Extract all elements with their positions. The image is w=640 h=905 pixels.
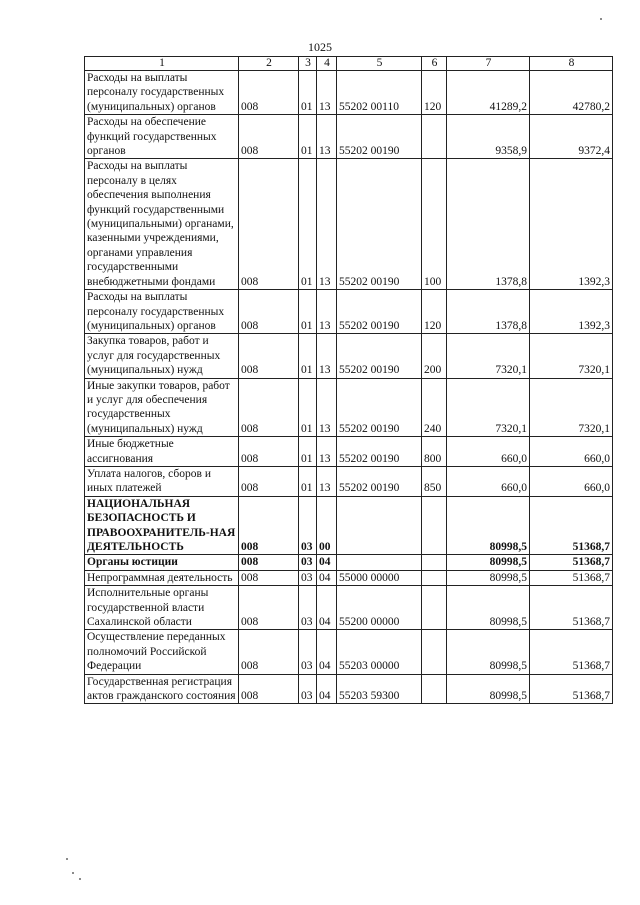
- amount-col8-cell: 1392,3: [530, 159, 613, 290]
- amount-col7-cell: 80998,5: [447, 496, 530, 555]
- expense-type-cell: 120: [422, 290, 447, 334]
- target-item-cell: 55000 00000: [337, 570, 422, 585]
- amount-col8-cell: 7320,1: [530, 334, 613, 378]
- amount-col7-cell: 1378,8: [447, 159, 530, 290]
- target-item-cell: 55202 00190: [337, 378, 422, 437]
- amount-col7-cell: 1378,8: [447, 290, 530, 334]
- amount-col7-cell: 9358,9: [447, 115, 530, 159]
- section-code-cell: 01: [299, 466, 317, 496]
- amount-col8-cell: 51368,7: [530, 496, 613, 555]
- section-code-cell: 03: [299, 570, 317, 585]
- section-code-cell: 03: [299, 586, 317, 630]
- table-row: [85, 378, 613, 437]
- ministry-code-cell: 008: [239, 630, 299, 674]
- ministry-code-cell: 008: [239, 378, 299, 437]
- table-row: [85, 466, 613, 496]
- ministry-code-cell: 008: [239, 496, 299, 555]
- column-header: 2: [239, 57, 299, 71]
- budget-table: [84, 56, 613, 704]
- column-header: 3: [299, 57, 317, 71]
- table-row: [85, 115, 613, 159]
- target-item-cell: 55202 00110: [337, 71, 422, 115]
- column-header-row: [85, 57, 613, 71]
- column-header: 4: [317, 57, 337, 71]
- expense-type-cell: [422, 570, 447, 585]
- ministry-code-cell: 008: [239, 466, 299, 496]
- expense-name-cell: Уплата налогов, сборов и иных платежей: [85, 466, 239, 496]
- expense-type-cell: [422, 496, 447, 555]
- ministry-code-cell: 008: [239, 437, 299, 467]
- ministry-code-cell: 008: [239, 159, 299, 290]
- ministry-code-cell: 008: [239, 555, 299, 570]
- section-total-row: [85, 496, 613, 555]
- expense-name-cell: Иные бюджетные ассигнования: [85, 437, 239, 467]
- ministry-code-cell: 008: [239, 71, 299, 115]
- expense-type-cell: 850: [422, 466, 447, 496]
- expense-name-cell: Органы юстиции: [85, 555, 239, 570]
- table-row: [85, 71, 613, 115]
- amount-col7-cell: 7320,1: [447, 334, 530, 378]
- expense-type-cell: [422, 674, 447, 704]
- amount-col8-cell: 660,0: [530, 437, 613, 467]
- expense-type-cell: 800: [422, 437, 447, 467]
- expense-name-cell: Непрограммная деятельность: [85, 570, 239, 585]
- table-row: [85, 586, 613, 630]
- amount-col8-cell: 1392,3: [530, 290, 613, 334]
- expense-type-cell: 200: [422, 334, 447, 378]
- amount-col7-cell: 80998,5: [447, 586, 530, 630]
- amount-col8-cell: 51368,7: [530, 630, 613, 674]
- expense-name-cell: Расходы на выплаты персоналу государственных (муниципальных) органов: [85, 71, 239, 115]
- subsection-code-cell: 13: [317, 334, 337, 378]
- subsection-total-row: [85, 555, 613, 570]
- expense-name-cell: Осуществление переданных полномочий Российской Федерации: [85, 630, 239, 674]
- expense-type-cell: [422, 586, 447, 630]
- subsection-code-cell: 04: [317, 586, 337, 630]
- ministry-code-cell: 008: [239, 334, 299, 378]
- target-item-cell: 55203 59300: [337, 674, 422, 704]
- amount-col8-cell: 51368,7: [530, 555, 613, 570]
- amount-col7-cell: 80998,5: [447, 570, 530, 585]
- expense-type-cell: [422, 630, 447, 674]
- amount-col8-cell: 51368,7: [530, 570, 613, 585]
- expense-name-cell: Иные закупки товаров, работ и услуг для обеспечения государственных (муниципальных) нужд: [85, 378, 239, 437]
- table-row: [85, 334, 613, 378]
- table-row: [85, 290, 613, 334]
- scan-speck: [72, 872, 74, 874]
- subsection-code-cell: 13: [317, 290, 337, 334]
- target-item-cell: 55202 00190: [337, 437, 422, 467]
- target-item-cell: 55202 00190: [337, 159, 422, 290]
- table-row: [85, 570, 613, 585]
- expense-name-cell: Закупка товаров, работ и услуг для государственных (муниципальных) нужд: [85, 334, 239, 378]
- subsection-code-cell: 13: [317, 71, 337, 115]
- amount-col7-cell: 80998,5: [447, 630, 530, 674]
- section-code-cell: 01: [299, 71, 317, 115]
- column-header: 5: [337, 57, 422, 71]
- subsection-code-cell: 04: [317, 674, 337, 704]
- table-row: [85, 630, 613, 674]
- target-item-cell: 55202 00190: [337, 115, 422, 159]
- ministry-code-cell: 008: [239, 586, 299, 630]
- subsection-code-cell: 13: [317, 466, 337, 496]
- expense-name-cell: Исполнительные органы государственной власти Сахалинской области: [85, 586, 239, 630]
- subsection-code-cell: 13: [317, 115, 337, 159]
- amount-col8-cell: 7320,1: [530, 378, 613, 437]
- section-code-cell: 03: [299, 555, 317, 570]
- subsection-code-cell: 04: [317, 570, 337, 585]
- target-item-cell: 55202 00190: [337, 334, 422, 378]
- subsection-code-cell: 13: [317, 159, 337, 290]
- expense-type-cell: 120: [422, 71, 447, 115]
- column-header: 1: [85, 57, 239, 71]
- column-header: 6: [422, 57, 447, 71]
- section-code-cell: 01: [299, 290, 317, 334]
- expense-name-cell: Расходы на выплаты персоналу в целях обеспечения выполнения функций государственными (муниципальными) органами, казенными учреждениями, органами управления государственными внебюджетными фондами: [85, 159, 239, 290]
- target-item-cell: [337, 496, 422, 555]
- amount-col8-cell: 660,0: [530, 466, 613, 496]
- section-code-cell: 03: [299, 630, 317, 674]
- amount-col7-cell: 660,0: [447, 466, 530, 496]
- section-code-cell: 01: [299, 115, 317, 159]
- section-code-cell: 01: [299, 437, 317, 467]
- expense-name-cell: НАЦИОНАЛЬНАЯ БЕЗОПАСНОСТЬ И ПРАВООХРАНИТЕЛЬ-НАЯ ДЕЯТЕЛЬНОСТЬ: [85, 496, 239, 555]
- table-row: [85, 159, 613, 290]
- expense-type-cell: 240: [422, 378, 447, 437]
- subsection-code-cell: 13: [317, 378, 337, 437]
- amount-col7-cell: 41289,2: [447, 71, 530, 115]
- target-item-cell: 55202 00190: [337, 466, 422, 496]
- ministry-code-cell: 008: [239, 290, 299, 334]
- expense-type-cell: [422, 115, 447, 159]
- target-item-cell: 55202 00190: [337, 290, 422, 334]
- amount-col7-cell: 7320,1: [447, 378, 530, 437]
- expense-name-cell: Государственная регистрация актов гражданского состояния: [85, 674, 239, 704]
- page-number: 1025: [308, 40, 332, 54]
- subsection-code-cell: 04: [317, 555, 337, 570]
- target-item-cell: [337, 555, 422, 570]
- table-row: [85, 437, 613, 467]
- amount-col7-cell: 660,0: [447, 437, 530, 467]
- target-item-cell: 55203 00000: [337, 630, 422, 674]
- ministry-code-cell: 008: [239, 674, 299, 704]
- ministry-code-cell: 008: [239, 570, 299, 585]
- target-item-cell: 55200 00000: [337, 586, 422, 630]
- subsection-code-cell: 13: [317, 437, 337, 467]
- section-code-cell: 03: [299, 496, 317, 555]
- amount-col8-cell: 51368,7: [530, 674, 613, 704]
- amount-col8-cell: 9372,4: [530, 115, 613, 159]
- section-code-cell: 01: [299, 334, 317, 378]
- scan-speck: [600, 18, 602, 20]
- column-header: 7: [447, 57, 530, 71]
- ministry-code-cell: 008: [239, 115, 299, 159]
- section-code-cell: 01: [299, 159, 317, 290]
- expense-type-cell: 100: [422, 159, 447, 290]
- amount-col7-cell: 80998,5: [447, 674, 530, 704]
- amount-col8-cell: 42780,2: [530, 71, 613, 115]
- expense-name-cell: Расходы на обеспечение функций государственных органов: [85, 115, 239, 159]
- amount-col8-cell: 51368,7: [530, 586, 613, 630]
- scan-speck: [79, 878, 81, 880]
- subsection-code-cell: 04: [317, 630, 337, 674]
- section-code-cell: 03: [299, 674, 317, 704]
- subsection-code-cell: 00: [317, 496, 337, 555]
- amount-col7-cell: 80998,5: [447, 555, 530, 570]
- table-row: [85, 674, 613, 704]
- expense-type-cell: [422, 555, 447, 570]
- section-code-cell: 01: [299, 378, 317, 437]
- scan-speck: [66, 858, 68, 860]
- expense-name-cell: Расходы на выплаты персоналу государственных (муниципальных) органов: [85, 290, 239, 334]
- column-header: 8: [530, 57, 613, 71]
